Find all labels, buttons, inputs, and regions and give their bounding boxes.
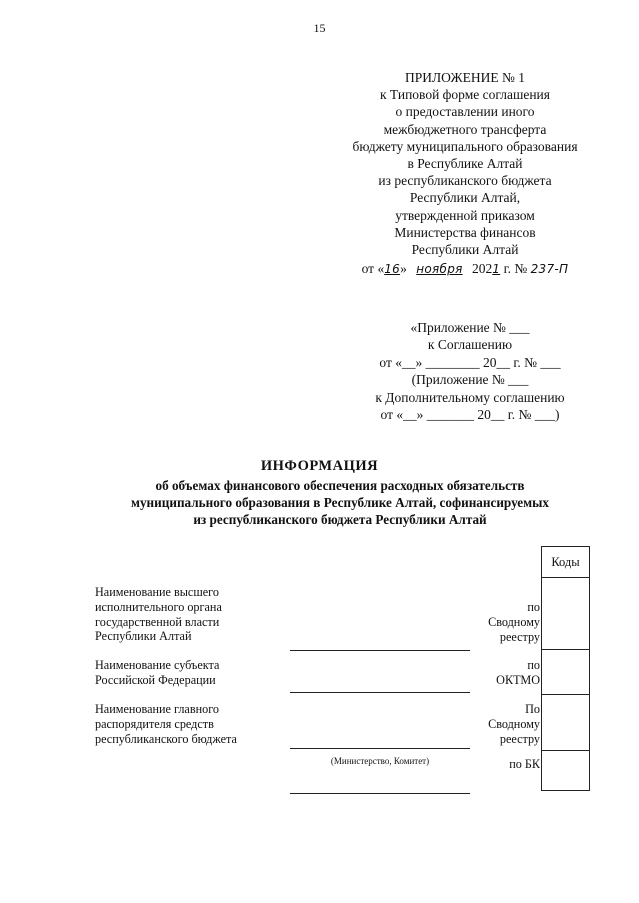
codes-header: Коды	[551, 555, 580, 569]
fill-line-budget-code[interactable]	[290, 793, 470, 794]
agreement-line: от «__» ________ 20__ г. № ___	[379, 354, 561, 370]
order-day: 16	[384, 262, 401, 277]
code-cell-registry-2[interactable]	[542, 694, 589, 750]
agreement-line: (Приложение № ___	[411, 372, 529, 388]
order-line	[330, 260, 600, 278]
label-line: Наименование высшего	[95, 585, 219, 599]
row-label-federation-subject	[95, 658, 219, 688]
label-line: республиканского бюджета	[95, 731, 237, 746]
code-label-bk	[460, 757, 540, 772]
code-label-line: по БК	[509, 757, 540, 771]
order-year-digit: 1	[492, 262, 501, 277]
order-month: ноября	[416, 262, 463, 277]
label-line: распорядителя средств	[95, 716, 214, 731]
code-label-line: реестру	[499, 731, 540, 746]
appendix-block	[330, 69, 600, 278]
code-label-line: по	[527, 600, 540, 614]
agreement-line: к Дополнительному соглашению	[375, 389, 565, 405]
code-label-line: ОКТМО	[496, 672, 540, 687]
code-label-consolidated-registry	[460, 600, 540, 644]
appendix-title: ПРИЛОЖЕНИЕ № 1	[404, 70, 526, 85]
order-number: 237-П	[530, 262, 569, 277]
fill-line-executive-body[interactable]	[290, 650, 470, 651]
appendix-line: Министерства финансов	[394, 224, 536, 240]
ministry-note: (Министерство, Комитет)	[330, 756, 430, 766]
code-cell-oktmo[interactable]	[542, 649, 589, 694]
code-label-line: По	[525, 702, 540, 716]
code-label-line: Сводному	[488, 614, 540, 629]
appendix-line: Республики Алтай	[411, 242, 519, 258]
code-label-registry-2	[460, 702, 540, 746]
label-line: исполнительного органа	[95, 599, 222, 614]
row-label-executive-body	[95, 585, 222, 644]
document-title: ИНФОРМАЦИЯ	[260, 458, 379, 474]
appendix-line: утвержденной приказом	[395, 207, 535, 223]
appendix-line: в Республике Алтай	[407, 156, 523, 172]
code-label-oktmo	[460, 658, 540, 688]
subtitle-line: из республиканского бюджета Республики Алтай	[193, 512, 487, 527]
agreement-line: к Соглашению	[427, 337, 513, 353]
fill-line-federation-subject[interactable]	[290, 692, 470, 693]
label-line: Наименование главного	[95, 702, 220, 716]
subtitle-line: муниципального образования в Республике Алтай, софинансируемых	[130, 495, 550, 510]
order-mid: »	[400, 261, 411, 277]
code-cell-registry[interactable]	[542, 577, 589, 649]
code-label-line: Сводному	[488, 716, 540, 731]
appendix-line: межбюджетного трансферта	[383, 121, 547, 137]
label-line: Российской Федерации	[95, 672, 216, 687]
appendix-line: Республики Алтай,	[409, 190, 521, 206]
codes-table	[541, 546, 590, 791]
code-label-line: по	[527, 658, 540, 672]
label-line: Республики Алтай	[95, 629, 192, 644]
code-label-line: реестру	[499, 629, 540, 644]
code-cell-bk[interactable]	[542, 750, 589, 790]
order-prefix: от «	[361, 261, 385, 277]
subtitle-line: об объемах финансового обеспечения расходных обязательств	[155, 478, 525, 493]
label-line: Наименование субъекта	[95, 658, 220, 672]
label-line: государственной власти	[95, 614, 220, 629]
fill-line-chief-administrator[interactable]	[290, 748, 470, 749]
agreement-line: «Приложение № ___	[410, 320, 530, 335]
appendix-line: из республиканского бюджета	[378, 173, 552, 189]
order-mid: г. №	[500, 261, 531, 277]
document-subtitle	[80, 477, 600, 528]
appendix-line: о предоставлении иного	[395, 104, 535, 120]
appendix-line: бюджету муниципального образования	[352, 138, 578, 154]
page-number: 15	[313, 21, 326, 35]
row-label-chief-administrator	[95, 702, 237, 746]
agreement-block	[340, 319, 600, 423]
appendix-line: к Типовой форме соглашения	[380, 87, 550, 103]
order-mid: 202	[468, 261, 493, 277]
agreement-line: от «__» _______ 20__ г. № ___)	[380, 407, 560, 423]
